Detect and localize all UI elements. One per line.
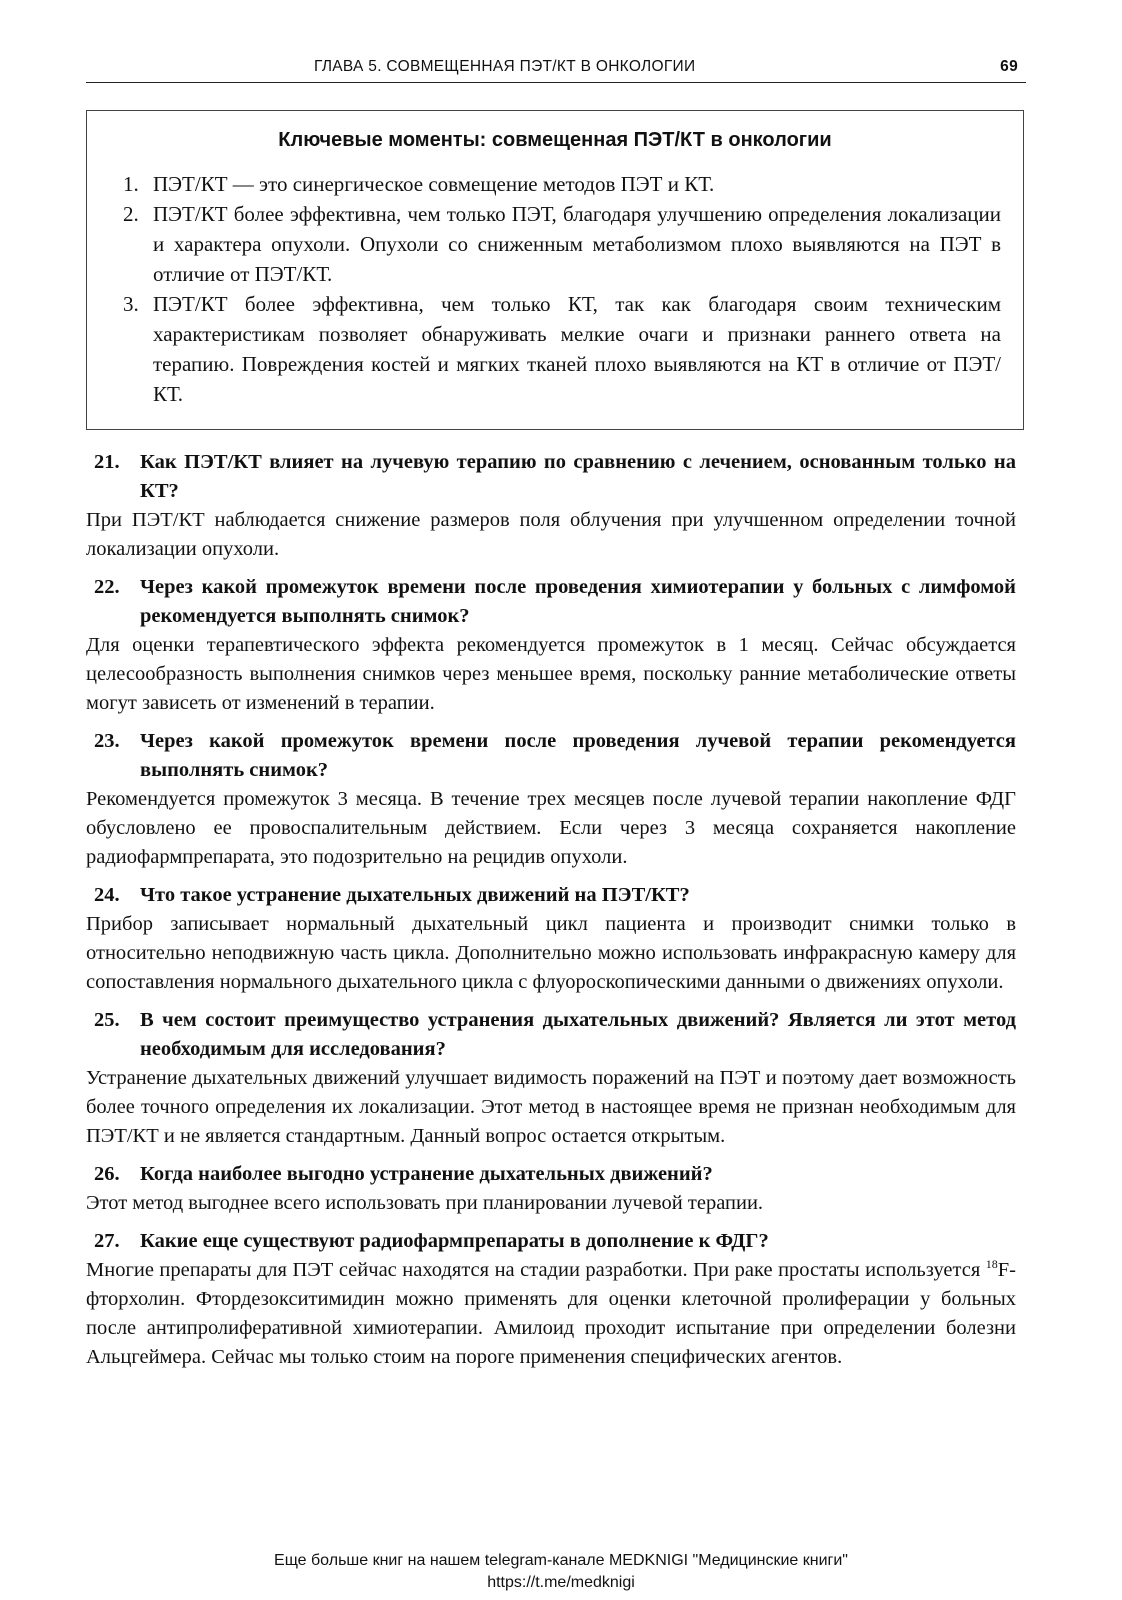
key-point-item — [117, 199, 1001, 289]
qa-block — [86, 1006, 1016, 1151]
key-point-text: ПЭТ/КТ — это синергическое совмещение методов ПЭТ и КТ. — [153, 172, 715, 196]
key-point-item — [117, 289, 1001, 409]
qa-block — [86, 881, 1016, 997]
answer: Прибор записывает нормальный дыхательный цикл пациента и производит снимки только в относительно неподвижную часть цикла. Дополнительно можно использовать инфракрасную камеру для сопоставления нормального дыхательного цикла с флуороскопическими данными о движениях опухоли. — [86, 913, 1016, 993]
answer: Рекомендуется промежуток 3 месяца. В течение трех месяцев после лучевой терапии накопление ФДГ обусловлено ее провоспалительным действием. Если через 3 месяца сохраняется накопление радиофармпрепарата, это подозрительно на рецидив опухоли. — [86, 788, 1016, 868]
question-number: 25. — [94, 1009, 120, 1031]
question-text: Когда наиболее выгодно устранение дыхательных движений? — [140, 1163, 713, 1185]
key-point-text: ПЭТ/КТ более эффективна, чем только ПЭТ, благодаря улучшению определения локализации и характера опухоли. Опухоли со сниженным метаболизмом плохо выявляются на ПЭТ в отличие от ПЭТ/КТ. — [153, 202, 1001, 286]
answer: Этот метод выгоднее всего использовать при планировании лучевой терапии. — [86, 1192, 764, 1214]
question — [86, 1227, 1016, 1256]
answer — [86, 1256, 1016, 1372]
question-number: 23. — [94, 730, 120, 752]
question — [86, 448, 1016, 506]
qa-block — [86, 1227, 1016, 1372]
question-number: 26. — [94, 1163, 120, 1185]
question — [86, 573, 1016, 631]
answer: Для оценки терапевтического эффекта рекомендуется промежуток в 1 месяц. Сейчас обсуждается целесообразность выполнения снимков через меньшее время, поскольку ранние метаболические ответы могут зависеть от изменений в терапии. — [86, 634, 1016, 714]
answer-text: Многие препараты для ПЭТ сейчас находятся на стадии разработки. При раке простаты используется — [86, 1259, 986, 1281]
footer-link[interactable]: https://t.me/medknigi — [487, 1574, 635, 1591]
question-number: 21. — [94, 451, 120, 473]
isotope-superscript: 18 — [985, 1257, 998, 1272]
question-text: Как ПЭТ/КТ влияет на лучевую терапию по сравнению с лечением, основанным только на КТ? — [140, 451, 1016, 502]
question — [86, 1160, 1016, 1189]
question-text: Через какой промежуток времени после проведения лучевой терапии рекомендуется выполнять снимок? — [140, 730, 1016, 781]
question — [86, 1006, 1016, 1064]
key-point-text: ПЭТ/КТ более эффективна, чем только КТ, так как благодаря своим техническим характеристикам позволяет обнаруживать мелкие очаги и признаки раннего ответа на терапию. Повреждения костей и мягких тканей плохо выявляются на КТ в отличие от ПЭТ/КТ. — [153, 292, 1001, 406]
running-header — [86, 56, 1026, 83]
page-number: 69 — [1000, 58, 1018, 75]
question-number: 24. — [94, 884, 120, 906]
key-point-number: 1. — [123, 172, 139, 196]
key-point-item — [117, 169, 1001, 199]
question-text: Что такое устранение дыхательных движений на ПЭТ/КТ? — [140, 884, 690, 906]
key-points-title: Ключевые моменты: совмещенная ПЭТ/КТ в онкологии — [278, 129, 832, 151]
qa-block — [86, 1160, 1016, 1218]
footer-note — [0, 1550, 1122, 1594]
key-point-number: 3. — [123, 292, 139, 316]
question — [86, 881, 1016, 910]
answer-text: F-фторхолин. Фтордезокситимидин можно применять для оценки клеточной пролиферации у больных после антипролиферативной химиотерапии. Амилоид проходит испытание при определении болезни Альцгеймера. Сейчас мы только стоим на пороге применения специфических агентов. — [86, 1259, 1016, 1368]
qa-block — [86, 448, 1016, 564]
key-points-box — [86, 110, 1024, 430]
footer-line: Еще больше книг на нашем telegram-канале MEDKNIGI "Медицинские книги" — [274, 1552, 848, 1569]
key-point-number: 2. — [123, 202, 139, 226]
question — [86, 727, 1016, 785]
questions-section — [86, 448, 1016, 1381]
question-text: Какие еще существуют радиофармпрепараты в дополнение к ФДГ? — [140, 1230, 769, 1252]
answer: Устранение дыхательных движений улучшает видимость поражений на ПЭТ и поэтому дает возможность более точного определения их локализации. Этот метод в настоящее время не признан необходимым для ПЭТ/КТ и не является стандартным. Данный вопрос остается открытым. — [86, 1067, 1016, 1147]
question-number: 27. — [94, 1230, 120, 1252]
question-text: Через какой промежуток времени после проведения химиотерапии у больных с лимфомой рекомендуется выполнять снимок? — [140, 576, 1016, 627]
question-number: 22. — [94, 576, 120, 598]
key-points-list — [117, 169, 1001, 409]
chapter-title: ГЛАВА 5. СОВМЕЩЕННАЯ ПЭТ/КТ В ОНКОЛОГИИ — [314, 58, 696, 75]
qa-block — [86, 573, 1016, 718]
question-text: В чем состоит преимущество устранения дыхательных движений? Является ли этот метод необходимым для исследования? — [140, 1009, 1016, 1060]
answer: При ПЭТ/КТ наблюдается снижение размеров поля облучения при улучшенном определении точной локализации опухоли. — [86, 509, 1016, 560]
qa-block — [86, 727, 1016, 872]
